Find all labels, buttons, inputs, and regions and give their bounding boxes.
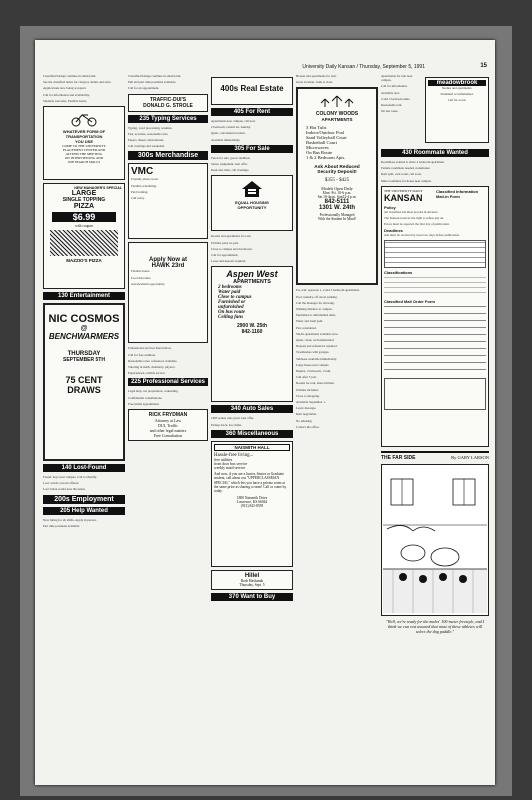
classified-text-block: Apartments for rent near campus. Call for information. Available now. 2 and 3 bedroom units. Reasonable rent. On bus route. (381, 74, 413, 114)
aspen-west-name: Aspen West (226, 269, 278, 280)
section-header-auto-sales: 340 Auto Sales (211, 405, 293, 413)
aspen-west-feature: unfurnished (218, 305, 244, 311)
equal-housing-icon (241, 180, 263, 198)
nic-cosmos-title: NIC COSMOS (48, 313, 120, 326)
section-header-merchandise: 300s Merchandise (128, 151, 208, 160)
meadowbrook-ad (425, 77, 489, 143)
classifications-list (384, 277, 486, 297)
naismith-ad (211, 441, 293, 567)
section-header-miscellaneous: 360 Miscellaneous (211, 430, 293, 438)
roommate-text: Roommate wanted to share 2 bedroom apartment. Female roommate needed, nonsmoker. Rent split, own room, call soon. Male roommate for house near campus. (381, 160, 445, 183)
colony-woods-name: COLONY WOODS (315, 111, 359, 118)
classified-text-block: Rooms and apartments for rent. Utilities paid, no pets. Close to campus and downtown. Call for appointment. Lease and deposit required. (211, 234, 253, 264)
kansan-section-classifications: Classifications (384, 269, 413, 275)
section-header-typing: 235 Typing Services (128, 115, 208, 123)
apply-ad (128, 242, 208, 343)
pro-services-text: Legal help, tax preparation, counseling. Confidential consultations. Free initial appointment. (128, 389, 179, 406)
aspen-west-feature: Furnished or (218, 300, 246, 306)
aspen-west-feature: On bus route (218, 310, 245, 316)
newspaper-page (35, 40, 495, 785)
colony-woods-feature: Basketball Court (306, 140, 338, 146)
colony-woods-feature: Microwaves (306, 145, 329, 151)
nic-cosmos-ad (43, 303, 125, 461)
apply-title: Apply Now at (148, 257, 187, 264)
section-header-for-sale: 305 For Sale (211, 145, 293, 153)
nic-cosmos-price: 75 CENT (65, 375, 103, 386)
pizza-pattern (50, 230, 118, 256)
kansan-section-policy: Policy (384, 204, 396, 210)
aspen-west-ad (211, 266, 293, 402)
colony-woods-ask: Ask About Reduced (314, 165, 360, 171)
for-rent-text: Apartments near campus, call now. 2 bedroom, central air, laundry. Quiet, convenient location. Available immediately. (211, 119, 256, 142)
real-estate-header-box (211, 77, 293, 105)
vmc-text: Friendly phone work. Flexible scheduling. Paid training. Call today. (131, 177, 159, 201)
nic-cosmos-draws: DRAWS (67, 385, 101, 396)
equal-housing-line-1: EQUAL HOUSING (235, 200, 269, 206)
kansan-form (381, 186, 489, 447)
nic-cosmos-venue: BENCHWARMERS (48, 332, 120, 342)
colony-woods-feature: On Bus Route (306, 150, 333, 156)
for-sale-text: Futon for sale, good condition. Stereo equipment, best offer. Desk and chair, call evenings. (211, 155, 251, 173)
pizza-word: PIZZA (73, 203, 95, 211)
transport-line-7: ON INTERVIEWING AND (64, 156, 104, 161)
kansan-mail-in-2: Mail-in Form (436, 193, 460, 199)
hillel-ad (211, 570, 293, 590)
classified-text-block: Classified listings continue in small print. Full and part time positions available. Call for an appointment. (128, 74, 182, 91)
transport-line-8: JOB SEARCH SKILLS (67, 160, 101, 165)
column-2 (128, 74, 208, 773)
transport-line-5: PLACEMENT CENTER AND (62, 148, 106, 153)
aspen-west-feature: Ceiling fans (218, 315, 244, 321)
section-header-professional-services: 225 Professional Services (128, 378, 208, 386)
far-side-drawing (383, 465, 487, 613)
transport-line-3: YOU USE (74, 139, 93, 145)
section-header-lost-found: 140 Lost-Found (43, 464, 125, 472)
vmc-logo: VMC (131, 166, 154, 178)
order-form-lines (384, 306, 486, 376)
pizza-price: $6.99 (52, 212, 116, 222)
meadowbrook-text: Studios and apartments. Furnished or unfurnished. Call for a tour. (440, 86, 474, 103)
far-side-label: THE FAR SIDE (381, 454, 416, 461)
aspen-west-feature: 2 bedrooms (218, 285, 242, 291)
pizza-coupon: with coupon (75, 224, 93, 229)
lost-found-text: Found: keys near campus. Call to identify. Lost: watch, reward offered. Lost: black wallet near the union. (43, 475, 97, 492)
kansan-mail-in: Classified Information (436, 188, 479, 194)
nic-cosmos-at: @ (80, 325, 88, 333)
traffic-name: DONALD G. STROLE (143, 102, 193, 109)
kansan-deadlines-text: Ads must be received by noon two days before publication. (384, 233, 460, 238)
kansan-section-deadlines: Deadlines (384, 228, 403, 234)
colony-woods-phone: 842-5111 (324, 199, 350, 206)
nic-cosmos-day: THURSDAY (67, 351, 101, 358)
colony-woods-feature: 3 Hot Tubs (306, 125, 327, 131)
section-header-help-wanted: 205 Help Wanted (43, 507, 125, 515)
aspen-west-feature: Close to campus (218, 295, 252, 301)
equal-housing-ad (211, 175, 293, 231)
classified-text-block: For rent: spacious 1, 2 and 3 bedroom apartments. Pool, laundry, off-street parking. Call the manager for showing. Walking distance to campus. Furnished or unfurnished units. Water and trash paid. Pets considered. Studio apartments available now. Quiet, clean, well maintained. Deposit and references required. Townhomes with garages. Sublease available immediately. Large house near campus. Duplex, 2 bedroom, 1 bath. Call after 5 p.m. Rooms for rent, share kitchen. Utilities included. Close to shopping. Available September 1. Leave message. Rent negotiable. No smoking. Contact the office. (296, 288, 360, 429)
far-side-cartoon (381, 464, 489, 616)
naismith-body: And now, if you are a Junior, Senior or Graduate student, call about our "UPPERCLASSMAN SPECIAL" which lets you have a private room at the same price as sharing a room! Call or come by today. (214, 471, 287, 494)
attorney-line-4: Free Consultation (153, 433, 183, 439)
colony-woods-security: Security Deposit! (317, 170, 357, 176)
colony-woods-price: $355 - $425 (324, 178, 350, 184)
column-4 (296, 74, 378, 773)
kansan-section-order-form: Classified Mail Order Form (384, 298, 435, 304)
section-header-for-rent: 405 For Rent (211, 108, 293, 116)
attorney-line-2: DUI, Traffic (158, 423, 178, 429)
page-header (35, 62, 495, 72)
naismith-phone: (913) 843-8559 (240, 503, 264, 508)
naismith-city: Lawrence, KS 66044 (236, 499, 268, 504)
kansan-policy-text: All classified ads must be paid in advance. The Kansan reserves the right to refuse any ad. Errors must be reported the first day of publication. (384, 209, 450, 227)
rates-table (384, 240, 486, 268)
meadowbrook-logo: meadowbrook (428, 80, 486, 86)
far-side-byline: By GARY LARSON (451, 454, 489, 460)
apply-address: HAWK 23rd (151, 263, 185, 270)
naismith-item: weekly maid service (214, 465, 246, 470)
attorney-ad (128, 409, 208, 441)
colony-woods-hours-title: Models Open Daily (321, 186, 353, 192)
column-5 (381, 74, 489, 773)
colony-woods-feature: Indoor/Outdoor Pool (306, 130, 345, 136)
help-wanted-text: Now hiring for all shifts. Apply in person. Part time positions available. (43, 517, 97, 528)
auto-sales-text: 1985 sedan, runs great, best offer. Pickup truck, low miles. (211, 416, 254, 427)
far-side-caption: "Well, we're ready for the males' 100-meter freestyle, and I think we can rest assured that most of these athletes will select the dog paddle." (385, 618, 485, 634)
aspen-west-apartments: APARTMENTS (233, 279, 271, 286)
column-1 (43, 74, 125, 773)
section-header-real-estate: 400s Real Estate (220, 84, 284, 93)
attorney-name: RICK FRYDMAN (148, 412, 188, 419)
section-header-employment: 200s Employment (43, 495, 125, 504)
naismith-item: front door bus service (214, 461, 248, 466)
aspen-west-feature: Water paid (218, 290, 241, 296)
paper-line: University Daily Kansan / Thursday, September 5, 1991 (302, 64, 425, 70)
naismith-tagline: Hassle-free living... (214, 452, 254, 458)
naismith-address: 1800 Naismith Drive (236, 495, 268, 500)
far-side-header (381, 451, 489, 461)
section-header-roommate-wanted: 430 Roommate Wanted (381, 149, 489, 157)
pizza-ad (43, 183, 125, 289)
section-header-entertainment: 130 Entertainment (43, 292, 125, 300)
naismith-item: free utilities (214, 457, 233, 462)
transport-line-2: TRANSPORTATION (65, 134, 103, 140)
colony-woods-feature: Sand Volleyball Court (306, 135, 347, 141)
attorney-line-1: Attorney at Law (154, 418, 182, 424)
colony-woods-sub: APARTMENTS (321, 117, 353, 123)
colony-woods-address: 1301 W. 24th (318, 205, 356, 212)
transport-line-1: WHATEVER FORM OF (62, 129, 106, 135)
order-form-address (384, 378, 486, 410)
bicycle-icon (69, 111, 99, 127)
traffic-ad (128, 94, 208, 112)
pizza-brand: MAZZIO'S PIZZA (66, 258, 102, 264)
classified-text-block: Houses and apartments for rent. Great location, walk to class. (296, 74, 337, 85)
nic-cosmos-date: SEPTEMBER 5TH (63, 357, 105, 364)
traffic-title: TRAFFIC-DUI'S (149, 96, 187, 103)
pizza-top: NEW MANAGER'S SPECIAL (74, 186, 122, 191)
transport-line-6: ATTEND THE MEETING (65, 152, 103, 157)
hillel-line-2: Thursday, Sept. 5 (239, 582, 265, 587)
pizza-single: SINGLE TOPPING (62, 197, 106, 204)
colony-woods-ad (296, 87, 378, 285)
apply-text: Flexible hours. Food discounts. Advancement opportunity. (131, 269, 165, 286)
kansan-title: KANSAN (384, 192, 423, 203)
classified-text-block: Classified listings continue in small print. See the classified index for category details and rates. Applications now being accepted. Call for information and availability. Students welcome. Flexible hours. (43, 74, 112, 103)
colony-woods-feature: 1 & 2 Bedroom Apts. (306, 155, 346, 161)
classified-text-block: Professional services listed below. Call for free estimate. Reasonable rates, references available. Tutoring in math, chemistry, physics. Experienced, reliable service. (128, 346, 178, 376)
naismith-name: NAISMITH HALL (214, 444, 290, 451)
hillel-line-1: Rosh Hashanah (240, 578, 264, 583)
colony-woods-managed: Professionally Managed (319, 213, 355, 218)
transport-line-4: COME TO THE UNIVERSITY (62, 144, 106, 149)
page-number: 15 (480, 63, 487, 69)
equal-housing-line-2: OPPORTUNITY (237, 205, 267, 211)
transport-ad (43, 106, 125, 180)
colony-woods-student: With the Student In Mind! (318, 217, 356, 222)
trees-icon (317, 93, 357, 109)
hillel-title: Hillel (244, 572, 260, 579)
pizza-large: LARGE (71, 190, 97, 198)
colony-woods-hours: Mon.-Fri. 10-6 p.m. (322, 191, 352, 196)
attorney-line-3: and other legal matters (149, 428, 187, 434)
kansan-paper: THE UNIVERSITY DAILY (384, 188, 423, 193)
aspen-west-phone: 842-1160 (241, 329, 263, 336)
colony-woods-hours: Sat.10-4p.m. Sun12-4 p.m. (317, 195, 357, 200)
section-header-want-to-buy: 370 Want to Buy (211, 593, 293, 601)
aspen-west-address: 2900 W. 25th (236, 323, 267, 330)
column-3 (211, 74, 293, 773)
vmc-ad (128, 163, 208, 239)
typing-text: Typing, word processing, resumes. Fast, accurate, reasonable rates. Papers, theses, dissertations. Call evenings and weekends. (128, 125, 173, 149)
